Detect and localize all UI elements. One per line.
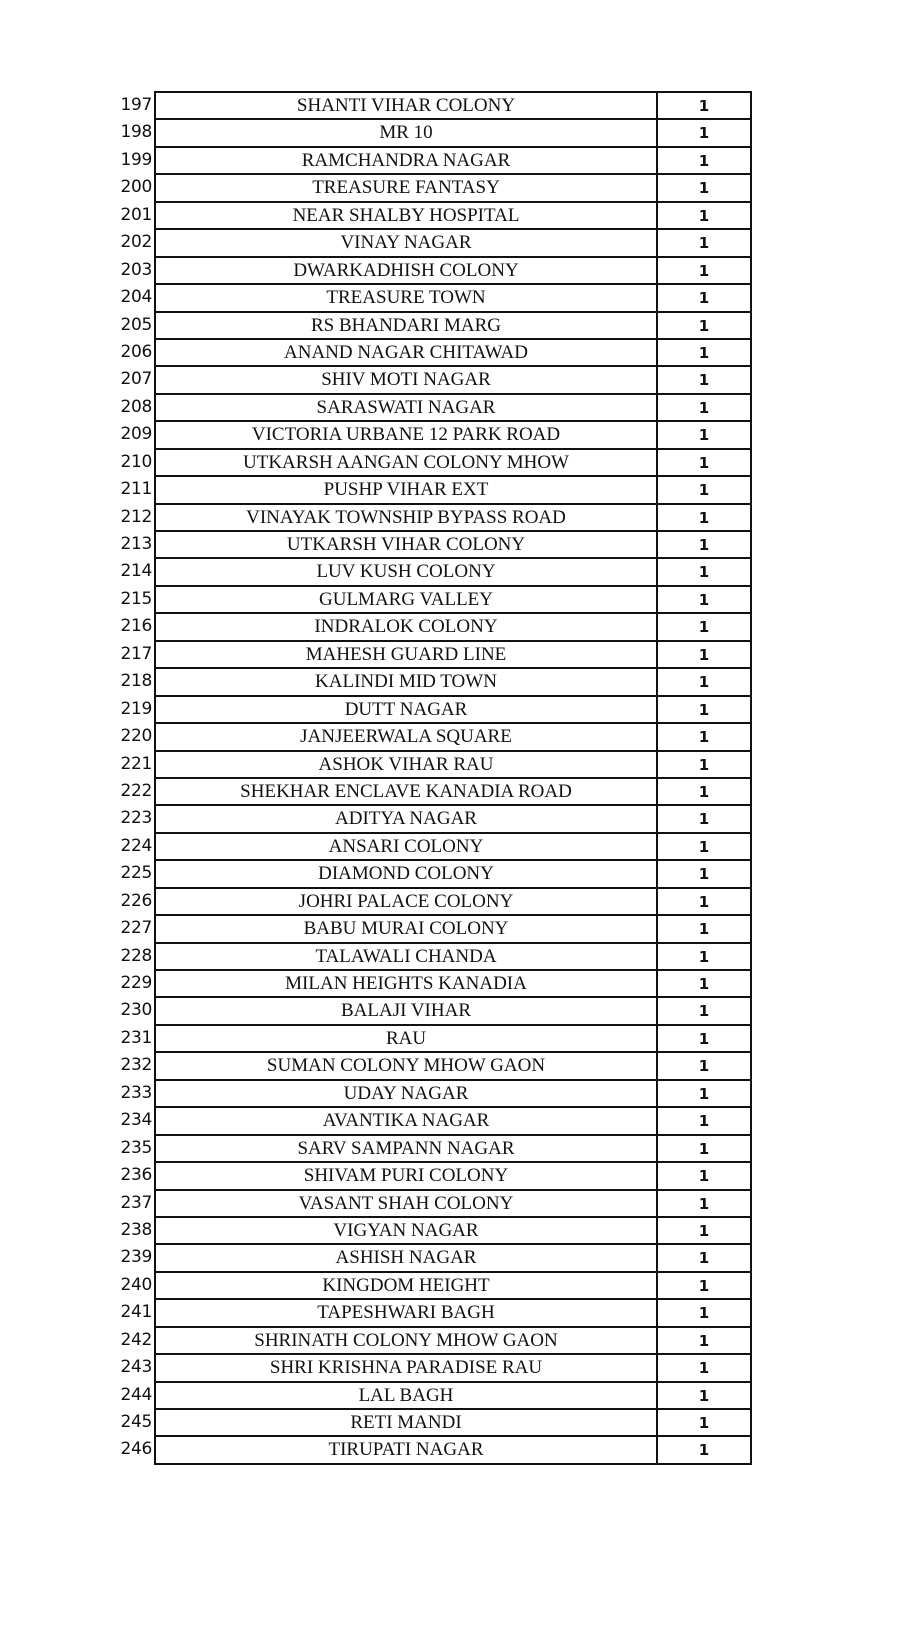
count-cell: 1 xyxy=(656,1271,752,1298)
row-number: 245 xyxy=(120,1412,152,1432)
row-number: 233 xyxy=(120,1082,152,1103)
colony-name-cell: KINGDOM HEIGHT xyxy=(154,1271,656,1298)
row-number: 241 xyxy=(120,1302,152,1323)
colony-name-cell: VICTORIA URBANE 12 PARK ROAD xyxy=(154,420,656,447)
colony-name-cell: JANJEERWALA SQUARE xyxy=(154,722,656,749)
row-number: 209 xyxy=(120,424,152,445)
row-number: 198 xyxy=(120,122,152,143)
colony-name-cell: SHIVAM PURI COLONY xyxy=(154,1161,656,1188)
row-number: 232 xyxy=(120,1055,152,1076)
count-cell: 1 xyxy=(656,365,752,392)
colony-name-cell: ANAND NAGAR CHITAWAD xyxy=(154,338,656,365)
colony-name-cell: SHRI KRISHNA PARADISE RAU xyxy=(154,1353,656,1380)
row-number: 235 xyxy=(120,1137,152,1158)
colony-name-cell: TAPESHWARI BAGH xyxy=(154,1298,656,1325)
row-number: 239 xyxy=(120,1247,152,1268)
count-cell: 1 xyxy=(656,311,752,338)
row-number: 202 xyxy=(120,232,152,253)
count-cell: 1 xyxy=(656,420,752,447)
count-cell: 1 xyxy=(656,859,752,886)
count-cell: 1 xyxy=(656,146,752,173)
colony-name-cell: TREASURE TOWN xyxy=(154,283,656,310)
colony-name-cell: NEAR SHALBY HOSPITAL xyxy=(154,201,656,228)
count-cell: 1 xyxy=(656,914,752,941)
colony-name-cell: PUSHP VIHAR EXT xyxy=(154,475,656,502)
colony-name-cell: RS BHANDARI MARG xyxy=(154,311,656,338)
row-number: 231 xyxy=(120,1027,152,1048)
colony-name-cell: SHANTI VIHAR COLONY xyxy=(154,91,656,118)
row-number: 212 xyxy=(120,506,152,527)
row-number: 224 xyxy=(120,835,152,856)
count-cell: 1 xyxy=(656,1051,752,1078)
count-cell: 1 xyxy=(656,503,752,530)
colony-name-cell: VINAY NAGAR xyxy=(154,228,656,255)
colony-name-cell: BABU MURAI COLONY xyxy=(154,914,656,941)
count-cell: 1 xyxy=(656,1243,752,1270)
count-cell: 1 xyxy=(656,969,752,996)
colony-name-cell: RAU xyxy=(154,1024,656,1051)
row-number: 228 xyxy=(120,945,152,966)
row-number: 214 xyxy=(120,561,152,582)
colony-name-cell: VIGYAN NAGAR xyxy=(154,1216,656,1243)
colony-name-cell: UTKARSH VIHAR COLONY xyxy=(154,530,656,557)
count-cell: 1 xyxy=(656,1326,752,1353)
colony-name-cell: TALAWALI CHANDA xyxy=(154,942,656,969)
row-number: 201 xyxy=(120,204,152,225)
row-number: 213 xyxy=(120,534,152,554)
count-cell: 1 xyxy=(656,1381,752,1408)
colony-name-cell: BALAJI VIHAR xyxy=(154,996,656,1023)
count-cell: 1 xyxy=(656,750,752,777)
count-cell: 1 xyxy=(656,996,752,1023)
row-number: 217 xyxy=(120,643,152,664)
colony-name-cell: RETI MANDI xyxy=(154,1408,656,1435)
row-number: 222 xyxy=(120,780,152,801)
row-number: 234 xyxy=(120,1110,152,1131)
colony-name-cell: TREASURE FANTASY xyxy=(154,173,656,200)
row-number: 215 xyxy=(120,588,152,609)
count-cell: 1 xyxy=(656,1216,752,1243)
colony-name-cell: VINAYAK TOWNSHIP BYPASS ROAD xyxy=(154,503,656,530)
colony-name-cell: LUV KUSH COLONY xyxy=(154,557,656,584)
count-cell: 1 xyxy=(656,201,752,228)
count-cell: 1 xyxy=(656,722,752,749)
count-cell: 1 xyxy=(656,640,752,667)
count-cell: 1 xyxy=(656,448,752,475)
count-cell: 1 xyxy=(656,530,752,557)
count-cell: 1 xyxy=(656,777,752,804)
colony-name-cell: JOHRI PALACE COLONY xyxy=(154,887,656,914)
row-number: 227 xyxy=(120,918,152,939)
colony-name-cell: MILAN HEIGHTS KANADIA xyxy=(154,969,656,996)
colony-name-cell: GULMARG VALLEY xyxy=(154,585,656,612)
row-number: 229 xyxy=(120,973,152,993)
row-number: 205 xyxy=(120,314,152,335)
colony-name-cell: SHRINATH COLONY MHOW GAON xyxy=(154,1326,656,1353)
colony-name-cell: SHEKHAR ENCLAVE KANADIA ROAD xyxy=(154,777,656,804)
row-number: 236 xyxy=(120,1165,152,1186)
count-cell: 1 xyxy=(656,1024,752,1051)
colony-name-cell: ASHISH NAGAR xyxy=(154,1243,656,1270)
row-number: 219 xyxy=(120,698,152,719)
row-number: 211 xyxy=(120,479,152,500)
colony-name-cell: UTKARSH AANGAN COLONY MHOW xyxy=(154,448,656,475)
colony-name-cell: ADITYA NAGAR xyxy=(154,804,656,831)
colony-name-cell: UDAY NAGAR xyxy=(154,1079,656,1106)
count-cell: 1 xyxy=(656,887,752,914)
count-cell: 1 xyxy=(656,283,752,310)
count-cell: 1 xyxy=(656,118,752,145)
count-cell: 1 xyxy=(656,667,752,694)
count-cell: 1 xyxy=(656,804,752,831)
count-cell: 1 xyxy=(656,1298,752,1325)
colony-name-cell: KALINDI MID TOWN xyxy=(154,667,656,694)
count-cell: 1 xyxy=(656,585,752,612)
count-cell: 1 xyxy=(656,1353,752,1380)
table-bottom-border xyxy=(154,1463,752,1465)
colony-name-cell: INDRALOK COLONY xyxy=(154,612,656,639)
row-number: 218 xyxy=(120,671,152,692)
count-cell: 1 xyxy=(656,338,752,365)
colony-name-cell: LAL BAGH xyxy=(154,1381,656,1408)
row-number: 240 xyxy=(120,1274,152,1295)
colony-name-cell: DIAMOND COLONY xyxy=(154,859,656,886)
count-cell: 1 xyxy=(656,228,752,255)
count-cell: 1 xyxy=(656,832,752,859)
row-number: 203 xyxy=(120,259,152,280)
colony-name-cell: SUMAN COLONY MHOW GAON xyxy=(154,1051,656,1078)
colony-name-cell: MR 10 xyxy=(154,118,656,145)
colony-name-cell: VASANT SHAH COLONY xyxy=(154,1189,656,1216)
count-cell: 1 xyxy=(656,942,752,969)
colony-name-cell: AVANTIKA NAGAR xyxy=(154,1106,656,1133)
count-cell: 1 xyxy=(656,1435,752,1462)
row-number: 243 xyxy=(120,1357,152,1378)
count-cell: 1 xyxy=(656,1106,752,1133)
row-number: 197 xyxy=(120,95,152,115)
count-cell: 1 xyxy=(656,1134,752,1161)
count-cell: 1 xyxy=(656,1189,752,1216)
count-cell: 1 xyxy=(656,1408,752,1435)
count-cell: 1 xyxy=(656,475,752,502)
row-number: 230 xyxy=(120,1000,152,1021)
row-number: 238 xyxy=(120,1219,152,1240)
count-cell: 1 xyxy=(656,393,752,420)
row-number: 200 xyxy=(120,177,152,198)
count-cell: 1 xyxy=(656,557,752,584)
colony-name-cell: ANSARI COLONY xyxy=(154,832,656,859)
count-cell: 1 xyxy=(656,1079,752,1106)
row-number: 244 xyxy=(120,1384,152,1405)
colony-name-cell: SARV SAMPANN NAGAR xyxy=(154,1134,656,1161)
row-number: 220 xyxy=(120,726,152,747)
colony-name-cell: SARASWATI NAGAR xyxy=(154,393,656,420)
row-number: 207 xyxy=(120,369,152,390)
count-cell: 1 xyxy=(656,173,752,200)
count-cell: 1 xyxy=(656,1161,752,1188)
row-number: 225 xyxy=(120,863,152,884)
row-number: 208 xyxy=(120,396,152,417)
row-number: 206 xyxy=(120,341,152,362)
row-number: 226 xyxy=(120,890,152,911)
colony-name-cell: RAMCHANDRA NAGAR xyxy=(154,146,656,173)
count-cell: 1 xyxy=(656,256,752,283)
count-cell: 1 xyxy=(656,695,752,722)
count-cell: 1 xyxy=(656,91,752,118)
row-number: 199 xyxy=(120,149,152,170)
row-number: 246 xyxy=(120,1439,152,1460)
colony-name-cell: MAHESH GUARD LINE xyxy=(154,640,656,667)
colony-name-cell: TIRUPATI NAGAR xyxy=(154,1435,656,1462)
row-number: 221 xyxy=(120,753,152,774)
row-number: 242 xyxy=(120,1329,152,1350)
row-number: 237 xyxy=(120,1192,152,1213)
count-cell: 1 xyxy=(656,612,752,639)
colony-name-cell: DUTT NAGAR xyxy=(154,695,656,722)
row-number: 216 xyxy=(120,616,152,637)
colony-name-cell: DWARKADHISH COLONY xyxy=(154,256,656,283)
row-number: 223 xyxy=(120,808,152,829)
row-number: 210 xyxy=(120,451,152,472)
colony-name-cell: ASHOK VIHAR RAU xyxy=(154,750,656,777)
row-number: 204 xyxy=(120,287,152,308)
colony-name-cell: SHIV MOTI NAGAR xyxy=(154,365,656,392)
